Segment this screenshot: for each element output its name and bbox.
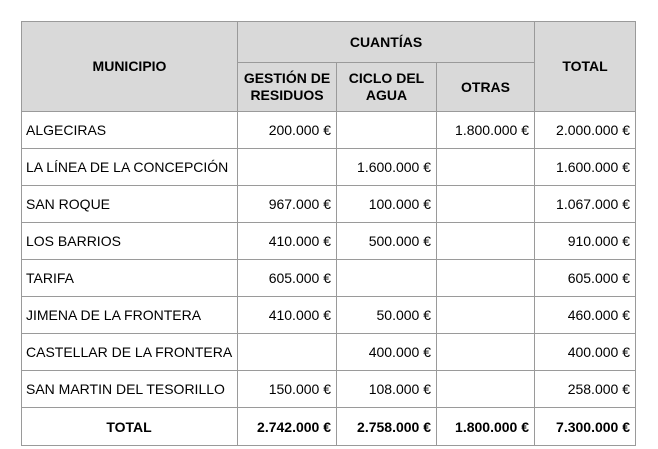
header-otras: OTRAS: [437, 63, 535, 112]
total-cell: 400.000 €: [535, 334, 636, 371]
municipio-cell: SAN ROQUE: [22, 186, 238, 223]
table-row: [22, 297, 636, 334]
header-ciclo-agua: CICLO DEL AGUA: [337, 63, 437, 112]
otras-cell: [437, 149, 535, 186]
table-row: [22, 149, 636, 186]
gestion-cell: 200.000 €: [238, 112, 337, 149]
total-cell: 2.000.000 €: [535, 112, 636, 149]
municipio-cell: ALGECIRAS: [22, 112, 238, 149]
table-row: [22, 112, 636, 149]
gestion-cell: 410.000 €: [238, 223, 337, 260]
ciclo-cell: [337, 112, 437, 149]
totals-otras: 1.800.000 €: [437, 408, 535, 446]
table-row: [22, 371, 636, 408]
header-municipio: MUNICIPIO: [22, 22, 238, 112]
totals-row: [22, 408, 636, 446]
header-cuantias: CUANTÍAS: [238, 22, 535, 63]
otras-cell: [437, 186, 535, 223]
ciclo-cell: 100.000 €: [337, 186, 437, 223]
municipio-cell: JIMENA DE LA FRONTERA: [22, 297, 238, 334]
ciclo-cell: 108.000 €: [337, 371, 437, 408]
totals-gestion: 2.742.000 €: [238, 408, 337, 446]
ciclo-cell: [337, 260, 437, 297]
total-cell: 460.000 €: [535, 297, 636, 334]
otras-cell: 1.800.000 €: [437, 112, 535, 149]
total-cell: 1.600.000 €: [535, 149, 636, 186]
otras-cell: [437, 334, 535, 371]
ciclo-cell: 400.000 €: [337, 334, 437, 371]
ciclo-cell: 500.000 €: [337, 223, 437, 260]
header-gestion-residuos: GESTIÓN DE RESIDUOS: [238, 63, 337, 112]
gestion-cell: [238, 334, 337, 371]
total-cell: 258.000 €: [535, 371, 636, 408]
municipio-cell: CASTELLAR DE LA FRONTERA: [22, 334, 238, 371]
gestion-cell: 605.000 €: [238, 260, 337, 297]
otras-cell: [437, 260, 535, 297]
ciclo-cell: 50.000 €: [337, 297, 437, 334]
municipio-cell: LA LÍNEA DE LA CONCEPCIÓN: [22, 149, 238, 186]
totals-total: 7.300.000 €: [535, 408, 636, 446]
otras-cell: [437, 297, 535, 334]
total-cell: 605.000 €: [535, 260, 636, 297]
municipio-cell: TARIFA: [22, 260, 238, 297]
funding-table: [21, 21, 636, 446]
table-row: [22, 260, 636, 297]
ciclo-cell: 1.600.000 €: [337, 149, 437, 186]
totals-ciclo: 2.758.000 €: [337, 408, 437, 446]
total-cell: 910.000 €: [535, 223, 636, 260]
total-cell: 1.067.000 €: [535, 186, 636, 223]
municipio-cell: SAN MARTIN DEL TESORILLO: [22, 371, 238, 408]
gestion-cell: 967.000 €: [238, 186, 337, 223]
totals-label: TOTAL: [22, 408, 238, 446]
table-row: [22, 186, 636, 223]
otras-cell: [437, 223, 535, 260]
header-total: TOTAL: [535, 22, 636, 112]
table-row: [22, 223, 636, 260]
otras-cell: [437, 371, 535, 408]
gestion-cell: 150.000 €: [238, 371, 337, 408]
municipio-cell: LOS BARRIOS: [22, 223, 238, 260]
gestion-cell: [238, 149, 337, 186]
gestion-cell: 410.000 €: [238, 297, 337, 334]
table-row: [22, 334, 636, 371]
